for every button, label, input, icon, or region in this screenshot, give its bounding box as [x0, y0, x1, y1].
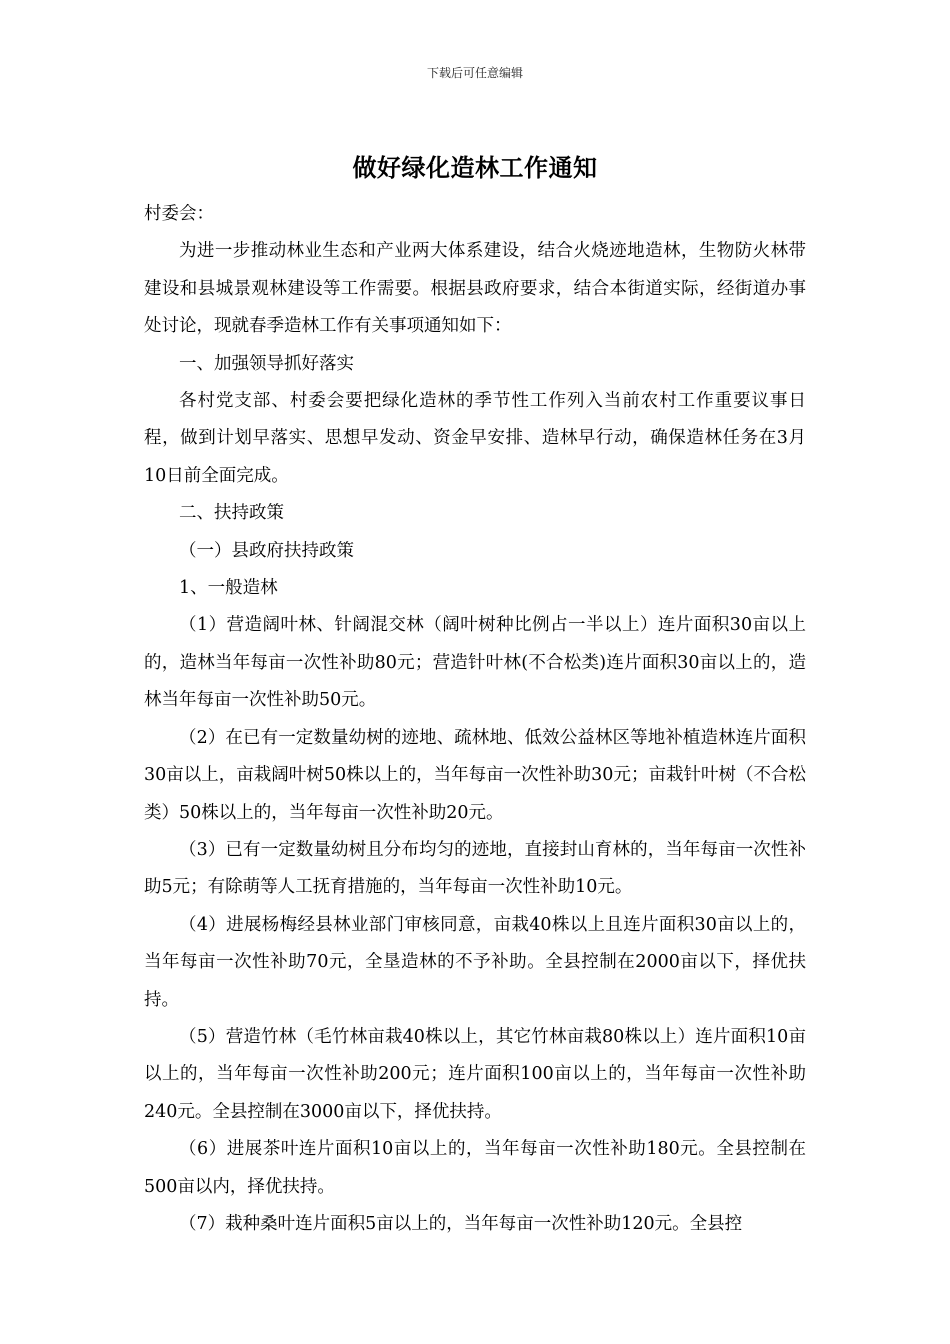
paragraph-section-1: 各村党支部、村委会要把绿化造林的季节性工作列入当前农村工作重要议事日程，做到计划早落实、思想早发动、资金早安排、造林早行动，确保造林任务在3月10日前全面完成。 — [144, 391, 806, 486]
heading-section-1: 一、加强领导抓好落实 — [179, 353, 354, 374]
paragraph-item-1-7: （7）栽种桑叶连片面积5亩以上的，当年每亩一次性补助120元。全县控 — [179, 1213, 743, 1234]
salutation: 村委会： — [144, 204, 214, 224]
paragraph-item-1-2: （2）在已有一定数量幼树的迹地、疏林地、低效公益林区等地补植造林连片面积30亩以上，亩栽阔叶树50株以上的，当年每亩一次性补助30元；亩栽针叶树（不合松类）50株以上的，当年每亩一次性补助20元。 — [144, 727, 806, 823]
heading-subsection-1: （一）县政府扶持政策 — [179, 540, 354, 561]
document-title: 做好绿化造林工作通知 — [352, 154, 598, 182]
paragraph-item-1-1: （1）营造阔叶林、针阔混交林（阔叶树种比例占一半以上）连片面积30亩以上的，造林当年每亩一次性补助80元；营造针叶林(不合松类)连片面积30亩以上的，造林当年每亩一次性补助50元。 — [144, 615, 806, 711]
document-body — [144, 196, 806, 1243]
heading-section-2: 二、扶持政策 — [179, 503, 284, 524]
paragraph-item-1-4: （4）进展杨梅经县林业部门审核同意，亩栽40株以上且连片面积30亩以上的，当年每亩一次性补助70元，全垦造林的不予补助。全县控制在2000亩以下，择优扶持。 — [144, 914, 806, 1010]
heading-item-1: 1、一般造林 — [179, 578, 278, 599]
page-header-note: 下载后可任意编辑 — [426, 66, 523, 80]
paragraph-item-1-5: （5）营造竹林（毛竹林亩栽40株以上，其它竹林亩栽80株以上）连片面积10亩以上的，当年每亩一次性补助200元；连片面积100亩以上的，当年每亩一次性补助240元。全县控制在3000亩以下，择优扶持。 — [144, 1026, 806, 1122]
paragraph-item-1-6: （6）进展茶叶连片面积10亩以上的，当年每亩一次性补助180元。全县控制在500亩以内，择优扶持。 — [144, 1139, 806, 1197]
paragraph-intro: 为进一步推动林业生态和产业两大体系建设，结合火烧迹地造林，生物防火林带建设和县城景观林建设等工作需要。根据县政府要求，结合本街道实际，经街道办事处讨论，现就春季造林工作有关事项通知如下： — [144, 241, 806, 337]
paragraph-item-1-3: （3）已有一定数量幼树且分布均匀的迹地，直接封山育林的，当年每亩一次性补助5元；有除萌等人工抚育措施的，当年每亩一次性补助10元。 — [144, 839, 806, 898]
